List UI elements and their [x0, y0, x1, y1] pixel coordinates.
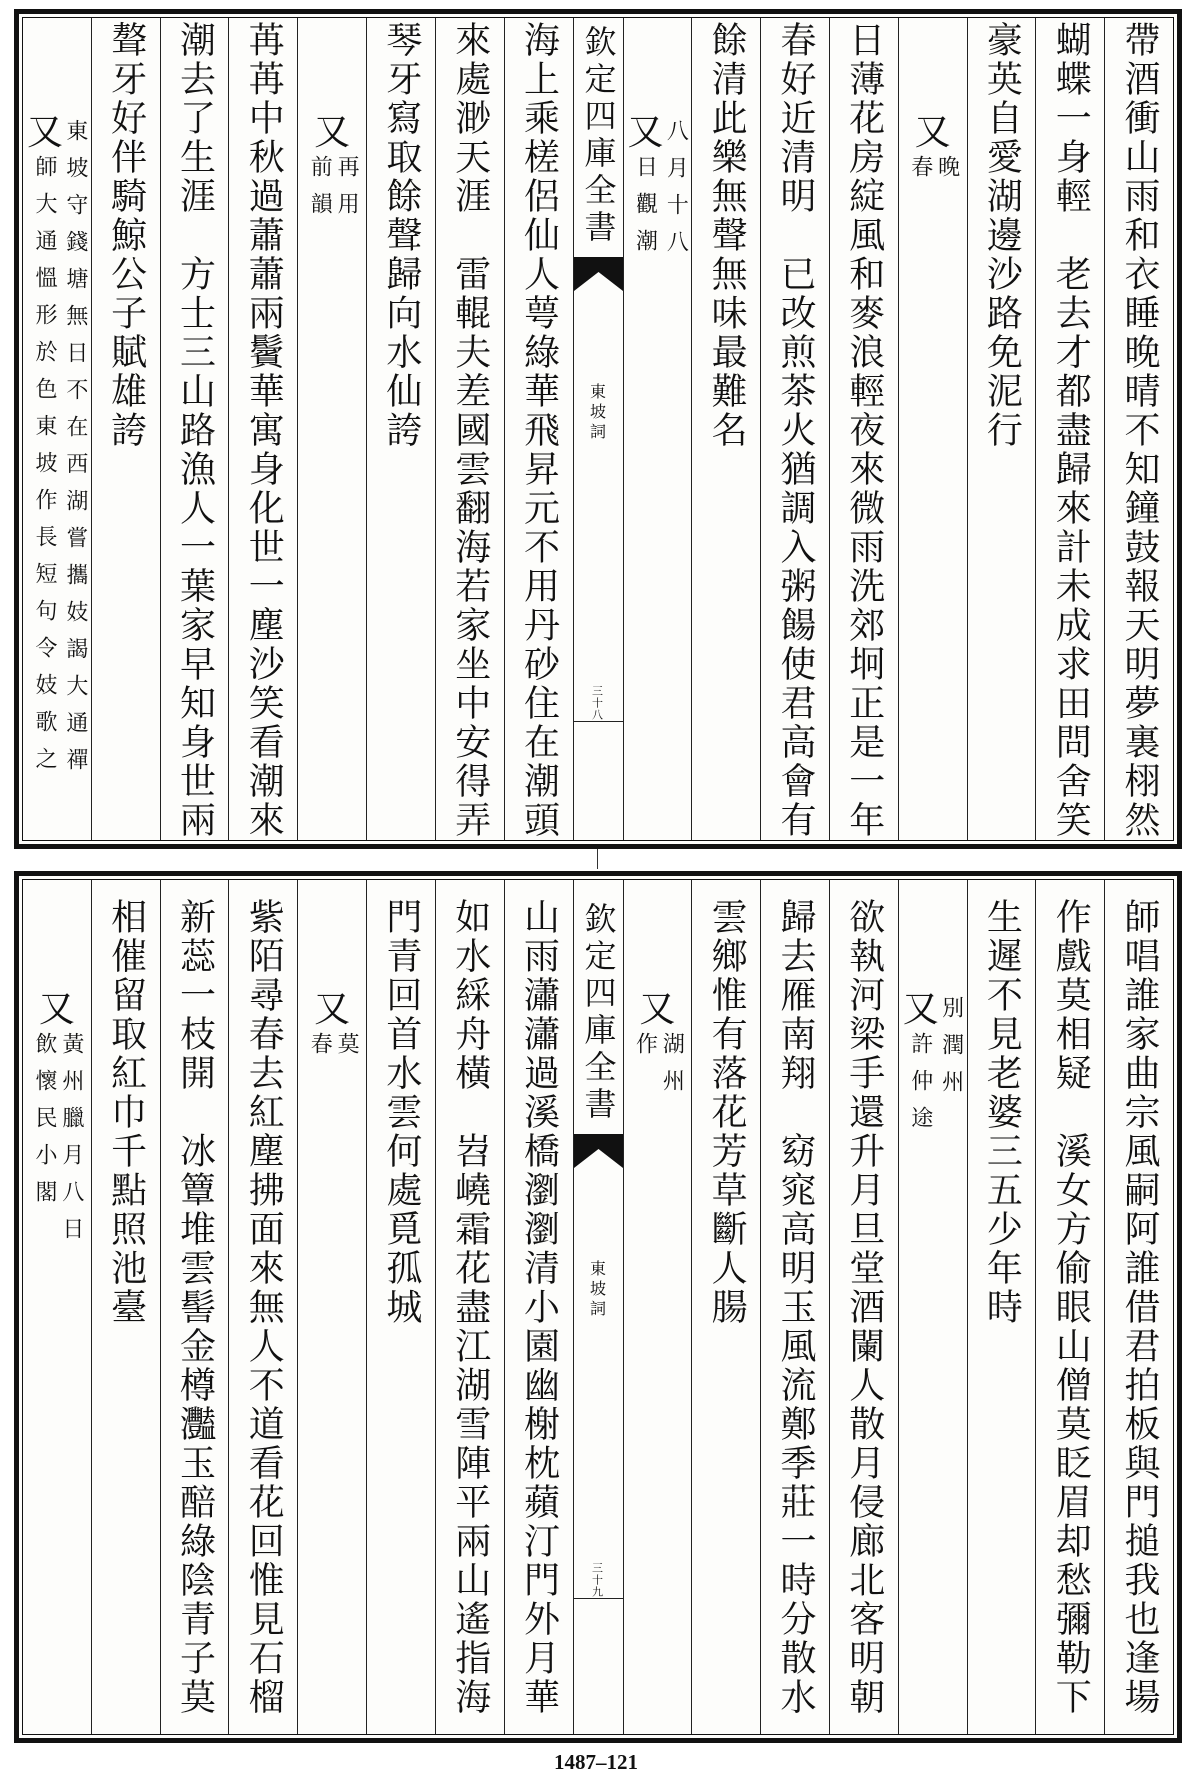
column-text: 聱牙好伴騎鯨公子賦雄誇 — [105, 21, 147, 450]
text-column — [691, 18, 760, 840]
note-right: 黃州臘月八日 — [58, 1032, 84, 1254]
column-text: 師唱誰家曲宗風嗣阿誰借君拍板與門搥我也逢場 — [1119, 898, 1160, 1717]
text-column — [829, 880, 898, 1734]
column-text: 作戲莫相疑 溪女方偷眼山僧莫眨眉却愁彌勒下 — [1050, 898, 1092, 1717]
column-text: 歸去雁南翔 窈窕高明玉風流鄭季莊一時分散水 — [774, 898, 816, 1717]
text-column — [1035, 18, 1104, 840]
text-column — [160, 880, 229, 1734]
text-column — [504, 18, 573, 840]
repeat-mark: 又 — [627, 112, 664, 153]
column-text: 門青回首水雲何處覓孤城 — [380, 898, 422, 1327]
heading-column — [23, 880, 91, 1734]
column-text: 帶酒衝山雨和衣睡晚晴不知鐘鼓報天明夢裏栩然 — [1119, 21, 1160, 840]
text-column — [366, 880, 435, 1734]
text-column — [160, 18, 229, 840]
column-text: 海上乘槎侶仙人萼綠華飛昇元不用丹砂住在潮頭 — [518, 21, 560, 840]
repeat-mark: 又 — [914, 112, 951, 153]
text-column — [1104, 18, 1173, 840]
text-column — [1104, 880, 1173, 1734]
text-column — [691, 880, 760, 1734]
column-text: 潮去了生涯 方士三山路漁人一葉家早知身世兩 — [174, 21, 216, 840]
heading-column — [297, 18, 366, 840]
text-column — [366, 18, 435, 840]
text-column — [228, 880, 297, 1734]
text-column — [760, 880, 829, 1734]
column-text: 來處渺天涯 雷輥夫差國雲翻海若家坐中安得弄 — [449, 21, 491, 840]
column-text: 琴牙寫取餘聲歸向水仙誇 — [380, 21, 422, 450]
column-text: 山雨瀟瀟過溪橋瀏瀏清小園幽榭枕蘋汀門外月華 — [518, 898, 560, 1717]
column-text: 餘清此樂無聲無味最難名 — [706, 21, 748, 450]
repeat-mark: 又 — [639, 989, 676, 1030]
note-left: 春 — [907, 155, 933, 192]
fold-leaf-number: 三十九 — [590, 1562, 604, 1598]
note-right: 晚 — [934, 155, 960, 192]
text-column — [760, 18, 829, 840]
upper-leaf-frame — [22, 17, 1174, 841]
heading-column — [297, 880, 366, 1734]
text-column — [91, 880, 160, 1734]
note-right: 別潤州 — [938, 996, 964, 1107]
lower-leaf-frame — [22, 879, 1174, 1735]
fold-rule — [574, 1598, 623, 1599]
note-right: 東坡守錢塘無日不在西湖嘗攜妓謁大通禪 — [62, 119, 88, 785]
heading-column — [898, 18, 967, 840]
fold-collection-title: 欽定四庫全書 — [579, 902, 618, 1124]
text-column — [228, 18, 297, 840]
text-column — [91, 18, 160, 840]
text-column — [435, 18, 504, 840]
fold-rule — [574, 721, 623, 722]
note-left: 作 — [632, 1032, 658, 1069]
column-text: 春好近清明 已改煎茶火猶調入粥餳使君高會有 — [774, 21, 816, 840]
repeat-mark: 又 — [314, 112, 351, 153]
text-column — [829, 18, 898, 840]
column-row — [23, 18, 1173, 840]
note-left: 前韻 — [307, 155, 333, 229]
note-right: 湖州 — [659, 1032, 685, 1106]
text-column — [504, 880, 573, 1734]
text-column — [435, 880, 504, 1734]
upper-leaf — [14, 9, 1182, 849]
note-left: 日觀潮 — [632, 155, 658, 266]
fold-book-title: 東坡詞 — [587, 1260, 607, 1320]
page-code: 1487–121 — [554, 1750, 638, 1774]
note-left: 飲懷民小閣 — [32, 1032, 57, 1217]
column-text: 雲鄉惟有落花芳草斷人腸 — [706, 898, 748, 1327]
fold-tick-mark — [597, 849, 598, 869]
fish-tail-ornament — [574, 1134, 623, 1168]
column-text: 新蕊一枝開 冰簟堆雲髻金樽灩玉醅綠陰青子莫 — [174, 898, 216, 1717]
heading-column — [623, 18, 692, 840]
fish-tail-ornament — [574, 257, 623, 291]
column-text: 紫陌尋春去紅塵拂面來無人不道看花回惟見石榴 — [243, 898, 285, 1717]
column-text: 蝴蝶一身輕 老去才都盡歸來計未成求田問舍笑 — [1050, 21, 1092, 840]
repeat-mark: 又 — [902, 989, 939, 1030]
lower-leaf — [14, 871, 1182, 1743]
note-left: 師大通慍形於色東坡作長短句令妓歌之 — [32, 155, 57, 784]
column-row — [23, 880, 1173, 1734]
fold-collection-title: 欽定四庫全書 — [579, 25, 618, 247]
note-right: 莫 — [334, 1032, 360, 1069]
text-column — [967, 880, 1036, 1734]
column-text: 日薄花房綻風和麥浪輕夜來微雨洗郊坰正是一年 — [843, 21, 885, 840]
repeat-mark: 又 — [314, 989, 351, 1030]
column-text: 如水綵舟橫 岧嶢霜花盡江湖雪陣平兩山遙指海 — [449, 898, 491, 1717]
fold-leaf-number: 三十八 — [590, 685, 604, 721]
column-text: 苒苒中秋過蕭蕭兩鬢華寓身化世一塵沙笑看潮來 — [243, 21, 285, 840]
column-text: 欲執河梁手還升月旦堂酒闌人散月侵廊北客明朝 — [843, 898, 885, 1717]
center-fold — [573, 880, 623, 1734]
note-left: 許仲途 — [907, 1032, 933, 1143]
text-column — [1035, 880, 1104, 1734]
repeat-mark: 又 — [26, 112, 63, 153]
repeat-mark: 又 — [38, 989, 75, 1030]
note-right: 再用 — [334, 155, 360, 229]
heading-column — [898, 880, 967, 1734]
text-column — [967, 18, 1036, 840]
note-right: 八月十八 — [663, 119, 689, 267]
fold-book-title: 東坡詞 — [587, 383, 607, 443]
note-left: 春 — [307, 1032, 333, 1069]
heading-column — [623, 880, 692, 1734]
column-text: 生遲不見老婆三五少年時 — [981, 898, 1023, 1327]
column-text: 相催留取紅巾千點照池臺 — [105, 898, 147, 1327]
heading-column — [23, 18, 91, 840]
column-text: 豪英自愛湖邊沙路免泥行 — [981, 21, 1023, 450]
center-fold — [573, 18, 623, 840]
